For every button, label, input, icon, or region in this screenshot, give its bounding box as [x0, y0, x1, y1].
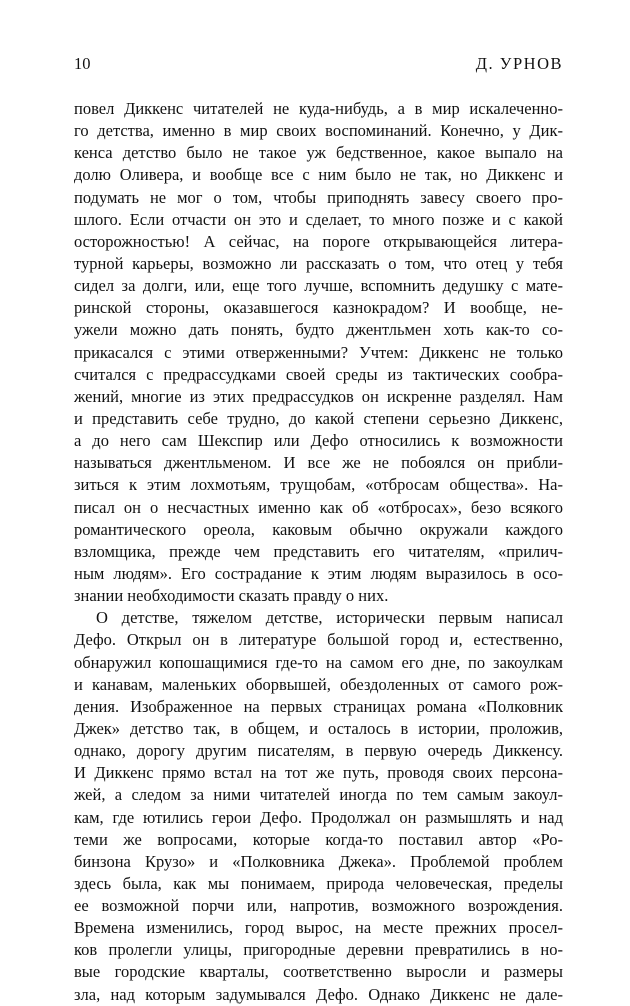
- text-line: знании необходимости сказать правду о них.: [74, 586, 389, 606]
- text-line: называться джентльменом. И все же не побоялся он прибли-: [74, 453, 563, 473]
- text-line: жей, а следом за ними читателей иногда по тем самым закоул-: [74, 785, 563, 805]
- text-line: Дефо. Открыл он в литературе большой город и, естественно,: [74, 630, 563, 650]
- text-line: кенса детство было не такое уж бедственное, какое выпало на: [74, 143, 563, 163]
- text-line: Времена изменились, город вырос, на месте прежних просел-: [74, 918, 563, 938]
- text-line: го детства, именно в мир своих воспоминаний. Конечно, у Дик-: [74, 121, 563, 141]
- body-text: [74, 98, 563, 1006]
- text-line: бинзона Крузо» и «Полковника Джека». Проблемой проблем: [74, 851, 563, 871]
- text-line: зла, над которым задумывался Дефо. Однако Диккенс не дале-: [74, 984, 563, 1004]
- text-line: а до него сам Шекспир или Дефо относились к возможности: [74, 431, 563, 451]
- text-line: прикасался с этими отверженными? Учтем: Диккенс не только: [74, 342, 563, 362]
- text-line: ее возможной порчи или, напротив, возможного возрождения.: [74, 896, 563, 916]
- text-line: вые городские кварталы, соответственно выросли и размеры: [74, 962, 563, 982]
- text-line: романтического ореола, каковым обычно окружали каждого: [74, 519, 563, 539]
- text-line: повел Диккенс читателей не куда-нибудь, а в мир искалеченно-: [74, 99, 563, 118]
- text-line: кам, где ютились герои Дефо. Продолжал он размышлять и над: [74, 807, 563, 827]
- text-line: жений, многие из этих предрассудков он искренне разделял. Нам: [74, 386, 563, 406]
- book-page: [74, 54, 563, 1006]
- text-line: осторожностью! А сейчас, на пороге открывающейся литера-: [74, 231, 563, 251]
- page-header: [74, 54, 563, 84]
- text-line: обнаружил копошащимися где-то на самом его дне, по закоулкам: [74, 652, 563, 672]
- text-line: И Диккенс прямо встал на тот же путь, проводя своих персона-: [74, 763, 563, 783]
- text-line: О детстве, тяжелом детстве, исторически первым написал: [96, 608, 563, 628]
- text-line: ужели можно дать понять, будто джентльмен хоть как-то со-: [74, 320, 563, 340]
- text-line: Джек» детство так, в общем, и осталось в истории, проложив,: [74, 718, 563, 738]
- text-line: считался с предрассудками своей среды из тактических сообра-: [74, 364, 563, 384]
- running-head: Д. УРНОВ: [475, 54, 563, 73]
- text-line: сидел за долги, или, еще того лучше, вспомнить дедушку с мате-: [74, 276, 563, 296]
- text-line: ным людям». Его сострадание к этим людям выразилось в осо-: [74, 563, 563, 583]
- text-line: ков пролегли улицы, пригородные деревни превратились в но-: [74, 940, 563, 960]
- text-line: подумать не мог о том, чтобы приподнять завесу своего про-: [74, 187, 563, 207]
- text-line: дения. Изображенное на первых страницах романа «Полковник: [74, 696, 563, 716]
- text-line: турной карьеры, возможно ли рассказать о том, что отец у тебя: [74, 253, 563, 273]
- text-line: однако, дорогу другим писателям, в первую очередь Диккенсу.: [74, 741, 563, 761]
- text-line: здесь была, как мы понимаем, природа человеческая, пределы: [74, 873, 563, 893]
- text-line: шлого. Если отчасти он это и сделает, то много позже и с какой: [74, 209, 563, 229]
- text-line: теми же вопросами, которые когда-то поставил автор «Ро-: [74, 829, 563, 849]
- text-line: и представить себе трудно, до какой степени серьезно Диккенс,: [74, 408, 563, 428]
- text-line: писал он о несчастных именно как об «отбросах», безо всякого: [74, 497, 563, 517]
- text-line: долю Оливера, и вообще все с ним было не так, но Диккенс и: [74, 165, 563, 185]
- text-line: ринской стороны, оказавшегося казнокрадом? И вообще, не-: [74, 298, 563, 318]
- text-line: зиться к этим лохмотьям, трущобам, «отбросам общества». На-: [74, 475, 563, 495]
- text-line: и канавам, маленьких оборвышей, обездоленных от самого рож-: [74, 674, 563, 694]
- page-number: 10: [74, 54, 91, 73]
- text-line: взломщика, прежде чем представить его читателям, «прилич-: [74, 541, 563, 561]
